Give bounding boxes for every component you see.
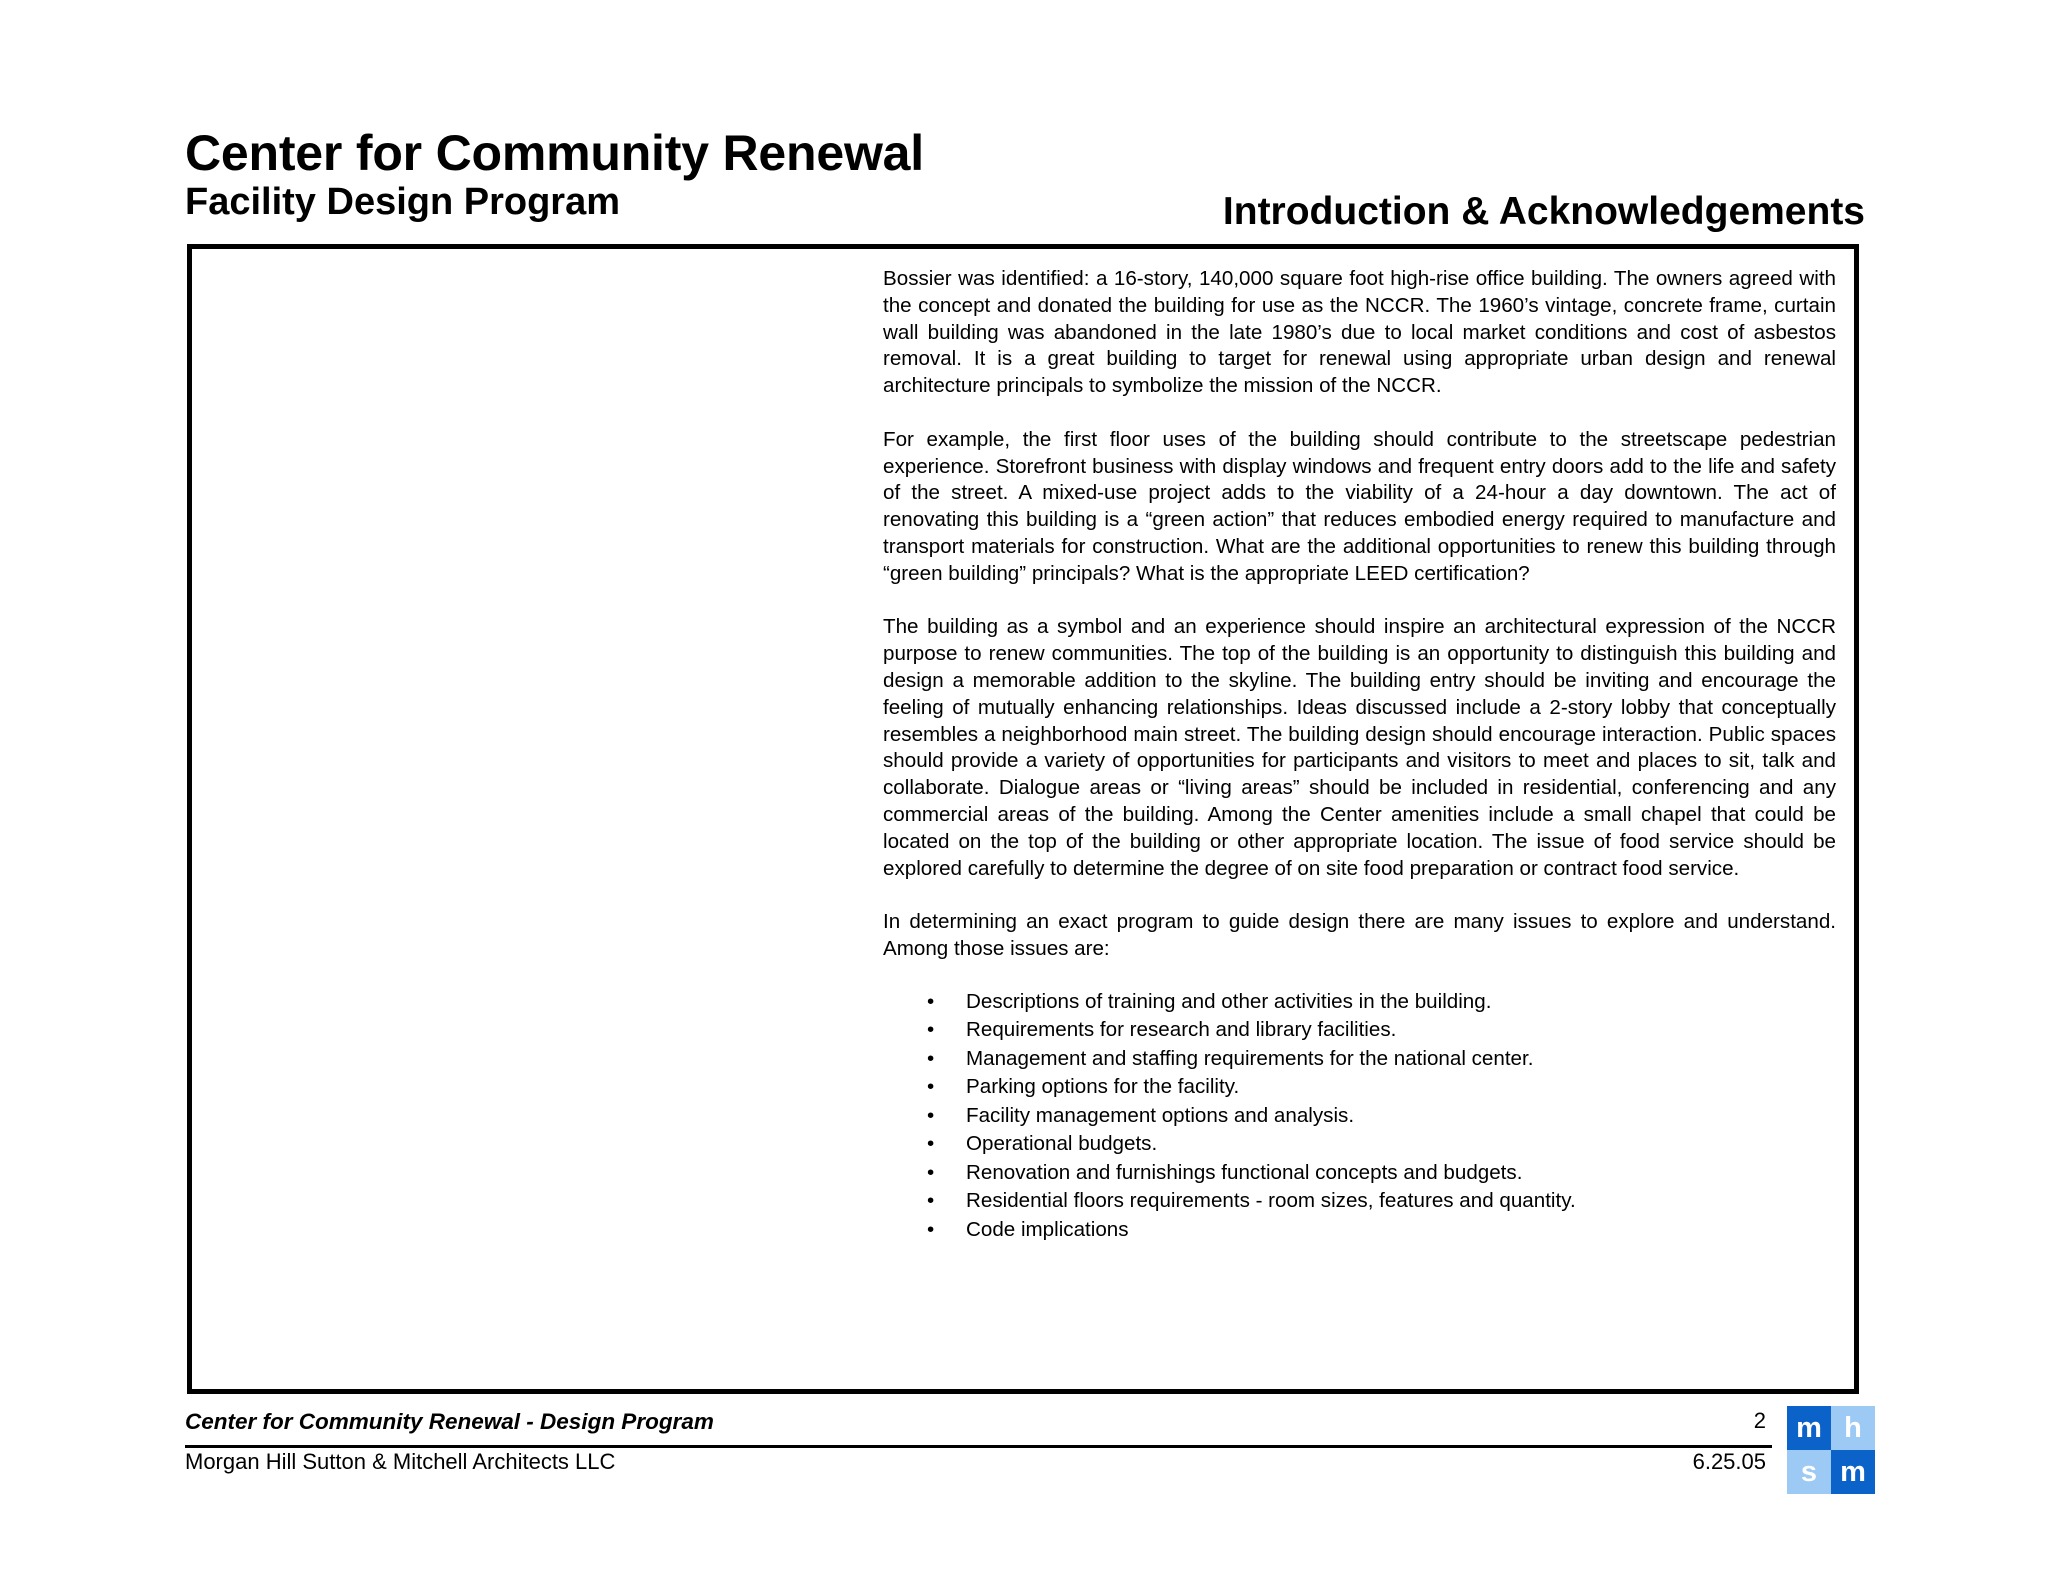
logo-cell: m — [1831, 1450, 1875, 1494]
footer-document-title: Center for Community Renewal - Design Program — [185, 1409, 714, 1434]
body-paragraph: Bossier was identified: a 16-story, 140,000 square foot high-rise office building. The owners agreed with the concept and donated the building for use as the NCCR. The 1960’s vintage, concrete frame, curtain wall building was abandoned in the late 1980’s due to local market conditions and cost of asbestos removal. It is a great building to target for renewal using appropriate urban design and renewal architecture principals to symbolize the mission of the NCCR. — [883, 267, 1836, 398]
page-number: 2 — [1753, 1408, 1766, 1433]
list-item-text: Requirements for research and library facilities. — [966, 1018, 1397, 1042]
firm-logo — [1787, 1406, 1875, 1494]
body-paragraph: In determining an exact program to guide design there are many issues to explore and understand. Among those issues are: — [883, 910, 1836, 960]
bullet-icon: • — [927, 1103, 935, 1127]
body-paragraph: The building as a symbol and an experience should inspire an architectural expression of the NCCR purpose to renew communities. The top of the building is an opportunity to distinguish this building and design a memorable addition to the skyline. The building entry should be inviting and encourage the feeling of mutually enhancing relationships. Ideas discussed include a 2-story lobby that conceptually resembles a neighborhood main street. The building design should encourage interaction. Public spaces should provide a variety of opportunities for participants and visitors to meet and places to sit, talk and collaborate. Dialogue areas or “living areas” should be included in residential, conferencing and any commercial areas of the building. Among the Center amenities include a small chapel that could be located on the top of the building or other appropriate location. The issue of food service should be explored carefully to determine the degree of on site food preparation or contract food service. — [883, 615, 1836, 880]
list-item-text: Facility management options and analysis. — [966, 1103, 1355, 1127]
list-item — [883, 1216, 1836, 1245]
list-item — [883, 988, 1836, 1017]
list-item-text: Management and staffing requirements for the national center. — [966, 1046, 1534, 1070]
bullet-icon: • — [927, 1160, 935, 1184]
list-item-text: Renovation and furnishings functional concepts and budgets. — [966, 1160, 1523, 1184]
body-paragraph: For example, the first floor uses of the building should contribute to the streetscape pedestrian experience. Storefront business with display windows and frequent entry doors add to the life and safety of the street. A mixed-use project adds to the viability of a 24-hour a day downtown. The act of renovating this building is a “green action” that reduces embodied energy required to manufacture and transport materials for construction. What are the additional opportunities to renew this building through “green building” principals? What is the appropriate LEED certification? — [883, 427, 1836, 585]
list-item — [883, 1102, 1836, 1131]
list-item — [883, 1073, 1836, 1102]
bullet-icon: • — [927, 1018, 935, 1042]
list-item-text: Operational budgets. — [966, 1132, 1158, 1156]
footer-firm-name: Morgan Hill Sutton & Mitchell Architects LLC — [185, 1449, 616, 1474]
logo-cell: s — [1787, 1450, 1831, 1494]
bullet-icon: • — [927, 1189, 935, 1213]
list-item-text: Parking options for the facility. — [966, 1075, 1240, 1099]
footer-date: 6.25.05 — [1692, 1449, 1766, 1474]
footer-divider — [185, 1445, 1772, 1448]
bullet-icon: • — [927, 1217, 935, 1241]
bullet-icon: • — [927, 1075, 935, 1099]
bullet-icon: • — [927, 1046, 935, 1070]
list-item — [883, 1130, 1836, 1159]
section-title: Introduction & Acknowledgements — [1222, 190, 1865, 233]
bullet-icon: • — [927, 1132, 935, 1156]
list-item — [883, 1159, 1836, 1188]
body-text-column — [883, 266, 1836, 1244]
list-item — [883, 1016, 1836, 1045]
logo-cell: h — [1831, 1406, 1875, 1450]
list-item — [883, 1187, 1836, 1216]
document-title: Center for Community Renewal — [185, 125, 924, 181]
logo-cell: m — [1787, 1406, 1831, 1450]
document-subtitle: Facility Design Program — [185, 181, 621, 223]
issues-list — [883, 988, 1836, 1245]
bullet-icon: • — [927, 989, 935, 1013]
list-item-text: Residential floors requirements - room sizes, features and quantity. — [966, 1189, 1576, 1213]
list-item — [883, 1045, 1836, 1074]
list-item-text: Descriptions of training and other activities in the building. — [966, 989, 1492, 1013]
list-item-text: Code implications — [966, 1217, 1129, 1241]
